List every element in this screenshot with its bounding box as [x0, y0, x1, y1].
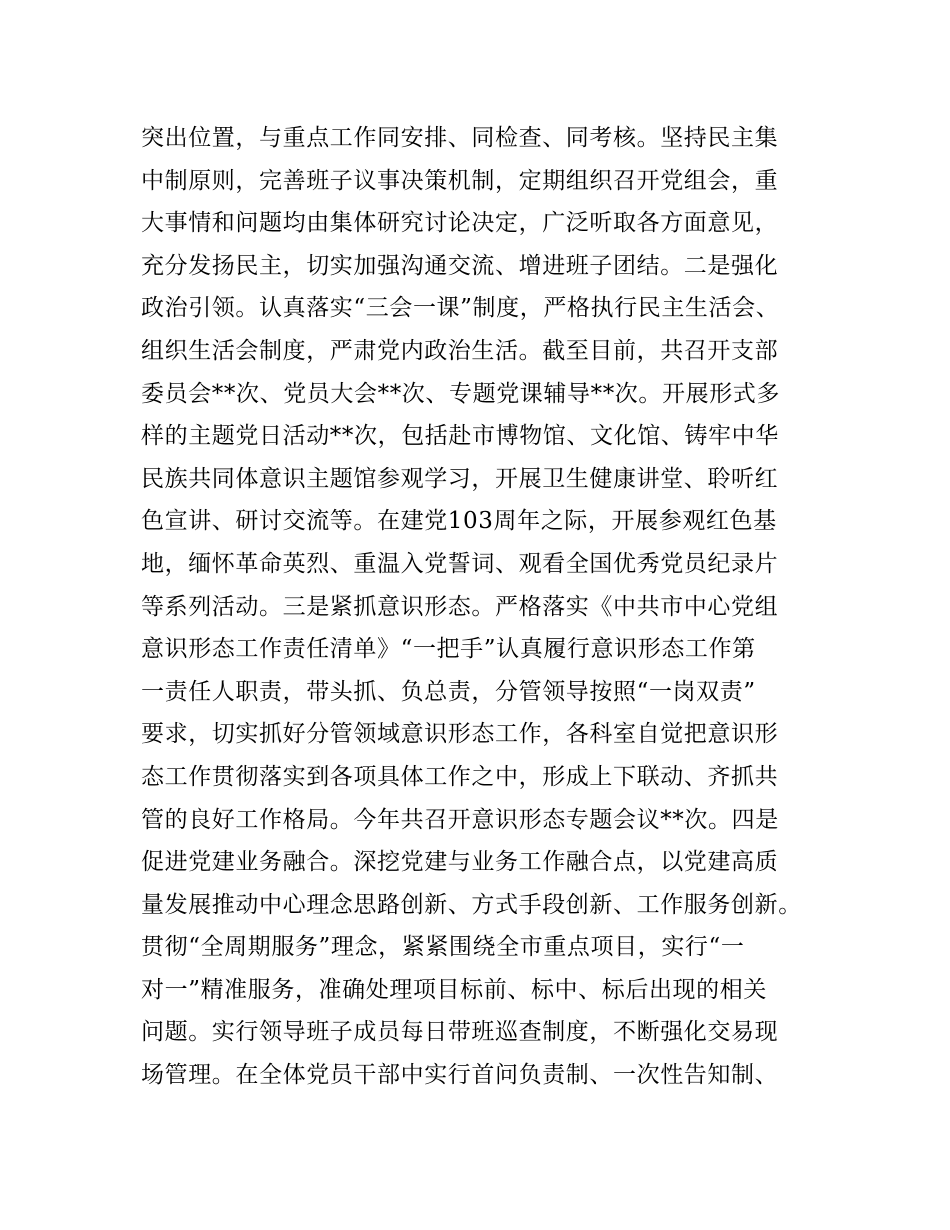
text-line: 中制原则，完善班子议事决策机制，定期组织召开党组会，重 — [141, 167, 779, 194]
text-line: 色宣讲、研讨交流等。在建党103周年之际，开展参观红色基 — [141, 508, 777, 535]
text-line: 组织生活会制度，严肃党内政治生活。截至目前，共召开支部 — [141, 337, 779, 364]
text-line: 民族共同体意识主题馆参观学习，开展卫生健康讲堂、聆听红 — [141, 465, 779, 492]
text-line: 地，缅怀革命英烈、重温入党誓词、观看全国优秀党员纪录片 — [141, 550, 779, 577]
text-line: 等系列活动。三是紧抓意识形态。严格落实《中共市中心党组 — [141, 593, 779, 620]
text-line: 充分发扬民主，切实加强沟通交流、增进班子团结。二是强化 — [141, 252, 779, 279]
text-line: 问题。实行领导班子成员每日带班巡查制度，不断强化交易现 — [141, 1019, 779, 1046]
text-line: 场管理。在全体党员干部中实行首问负责制、一次性告知制、 — [141, 1062, 779, 1089]
text-line: 一责任人职责，带头抓、负总责，分管领导按照“一岗双责” — [141, 678, 756, 705]
text-line: 量发展推动中心理念思路创新、方式手段创新、工作服务创新。 — [141, 891, 802, 918]
text-line: 态工作贯彻落实到各项具体工作之中，形成上下联动、齐抓共 — [141, 763, 779, 790]
text-line: 管的良好工作格局。今年共召开意识形态专题会议**次。四是 — [141, 806, 779, 833]
text-line: 意识形态工作责任清单》“一把手”认真履行意识形态工作第 — [141, 636, 756, 663]
text-line: 政治引领。认真落实“三会一课”制度，严格执行民主生活会、 — [141, 295, 780, 322]
text-line: 突出位置，与重点工作同安排、同检查、同考核。坚持民主集 — [141, 125, 779, 151]
text-line: 促进党建业务融合。深挖党建与业务工作融合点，以党建高质 — [141, 849, 779, 876]
text-line: 要求，切实抓好分管领域意识形态工作，各科室自觉把意识形 — [141, 721, 779, 748]
text-line: 样的主题党日活动**次，包括赴市博物馆、文化馆、铸牢中华 — [141, 423, 779, 450]
body-text — [141, 117, 841, 1097]
text-line: 委员会**次、党员大会**次、专题党课辅导**次。开展形式多 — [141, 380, 780, 407]
text-line: 大事情和问题均由集体研究讨论决定，广泛听取各方面意见， — [141, 210, 779, 237]
text-line: 贯彻“全周期服务”理念，紧紧围绕全市重点项目，实行“一 — [141, 934, 745, 961]
text-line: 对一”精准服务，准确处理项目标前、标中、标后出现的相关 — [141, 976, 767, 1003]
